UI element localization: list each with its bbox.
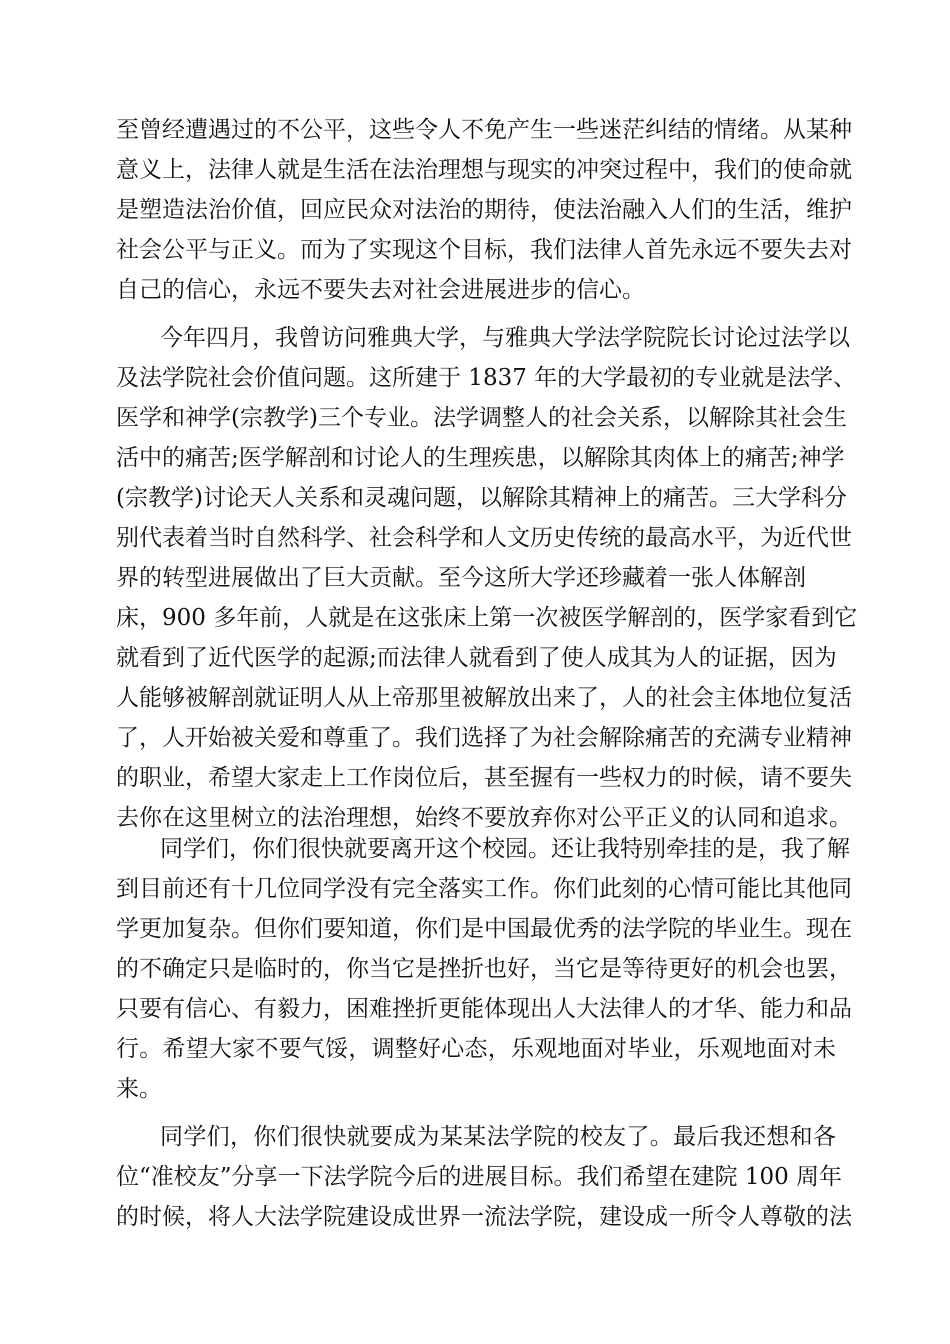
paragraph-2-line-13: 去你在这里树立的法治理想，始终不要放弃你对公平正义的认同和追求。 bbox=[116, 805, 852, 831]
paragraph-3-line-5: 只要有信心、有毅力，困难挫折更能体现出人大法律人的才华、能力和品 bbox=[116, 996, 852, 1022]
paragraph-3-line-4: 的不确定只是临时的，你当它是挫折也好，当它是等待更好的机会也罢， bbox=[116, 956, 852, 982]
paragraph-2-line-10: 人能够被解剖就证明人从上帝那里被解放出来了，人的社会主体地位复活 bbox=[116, 685, 852, 711]
paragraph-4-line-2: 位“准校友”分享一下法学院今后的进展目标。我们希望在建院 100 周年 bbox=[116, 1164, 843, 1190]
paragraph-2-line-8: 床，900 多年前，人就是在这张床上第一次被医学解剖的，医学家看到它 bbox=[116, 605, 858, 631]
paragraph-2-line-9: 就看到了近代医学的起源;而法律人就看到了使人成其为人的证据，因为 bbox=[116, 645, 837, 671]
paragraph-4-line-1: 同学们，你们很快就要成为某某法学院的校友了。最后我还想和各 bbox=[160, 1124, 836, 1150]
paragraph-1-line-2: 意义上，法律人就是生活在法治理想与现实的冲突过程中，我们的使命就 bbox=[116, 157, 852, 183]
paragraph-2-line-6: 别代表着当时自然科学、社会科学和人文历史传统的最高水平，为近代世 bbox=[116, 525, 852, 551]
paragraph-1-line-3: 是塑造法治价值，回应民众对法治的期待，使法治融入人们的生活，维护 bbox=[116, 197, 852, 223]
paragraph-2-line-4: 活中的痛苦;医学解剖和讨论人的生理疾患，以解除其肉体上的痛苦;神学 bbox=[116, 445, 845, 471]
paragraph-3-line-3: 学更加复杂。但你们要知道，你们是中国最优秀的法学院的毕业生。现在 bbox=[116, 916, 852, 942]
paragraph-2-line-1: 今年四月，我曾访问雅典大学，与雅典大学法学院院长讨论过法学以 bbox=[160, 325, 850, 351]
paragraph-4-line-3: 的时候，将人大法学院建设成世界一流法学院，建设成一所令人尊敬的法 bbox=[116, 1204, 852, 1230]
paragraph-3-line-2: 到目前还有十几位同学没有完全落实工作。你们此刻的心情可能比其他同 bbox=[116, 876, 852, 902]
paragraph-2-line-11: 了，人开始被关爱和尊重了。我们选择了为社会解除痛苦的充满专业精神 bbox=[116, 725, 852, 751]
paragraph-1-line-1: 至曾经遭遇过的不公平，这些令人不免产生一些迷茫纠结的情绪。从某种 bbox=[116, 117, 852, 143]
paragraph-2-line-5: (宗教学)讨论天人关系和灵魂问题，以解除其精神上的痛苦。三大学科分 bbox=[116, 485, 847, 511]
paragraph-2-line-12: 的职业，希望大家走上工作岗位后，甚至握有一些权力的时候，请不要失 bbox=[116, 765, 852, 791]
paragraph-3-line-6: 行。希望大家不要气馁，调整好心态，乐观地面对毕业，乐观地面对未 bbox=[116, 1036, 836, 1062]
paragraph-2-line-3: 医学和神学(宗教学)三个专业。法学调整人的社会关系，以解除其社会生 bbox=[116, 405, 847, 431]
paragraph-1-line-5: 自己的信心，永远不要失去对社会进展进步的信心。 bbox=[116, 277, 645, 303]
paragraph-3-line-7: 来。 bbox=[116, 1076, 162, 1102]
paragraph-3-line-1: 同学们，你们很快就要离开这个校园。还让我特别牵挂的是，我了解 bbox=[160, 836, 850, 862]
paragraph-2-line-2: 及法学院社会价值问题。这所建于 1837 年的大学最初的专业就是法学、 bbox=[116, 365, 857, 391]
paragraph-2-line-7: 界的转型进展做出了巨大贡献。至今这所大学还珍藏着一张人体解剖 bbox=[116, 565, 806, 591]
paragraph-1-line-4: 社会公平与正义。而为了实现这个目标，我们法律人首先永远不要失去对 bbox=[116, 237, 852, 263]
